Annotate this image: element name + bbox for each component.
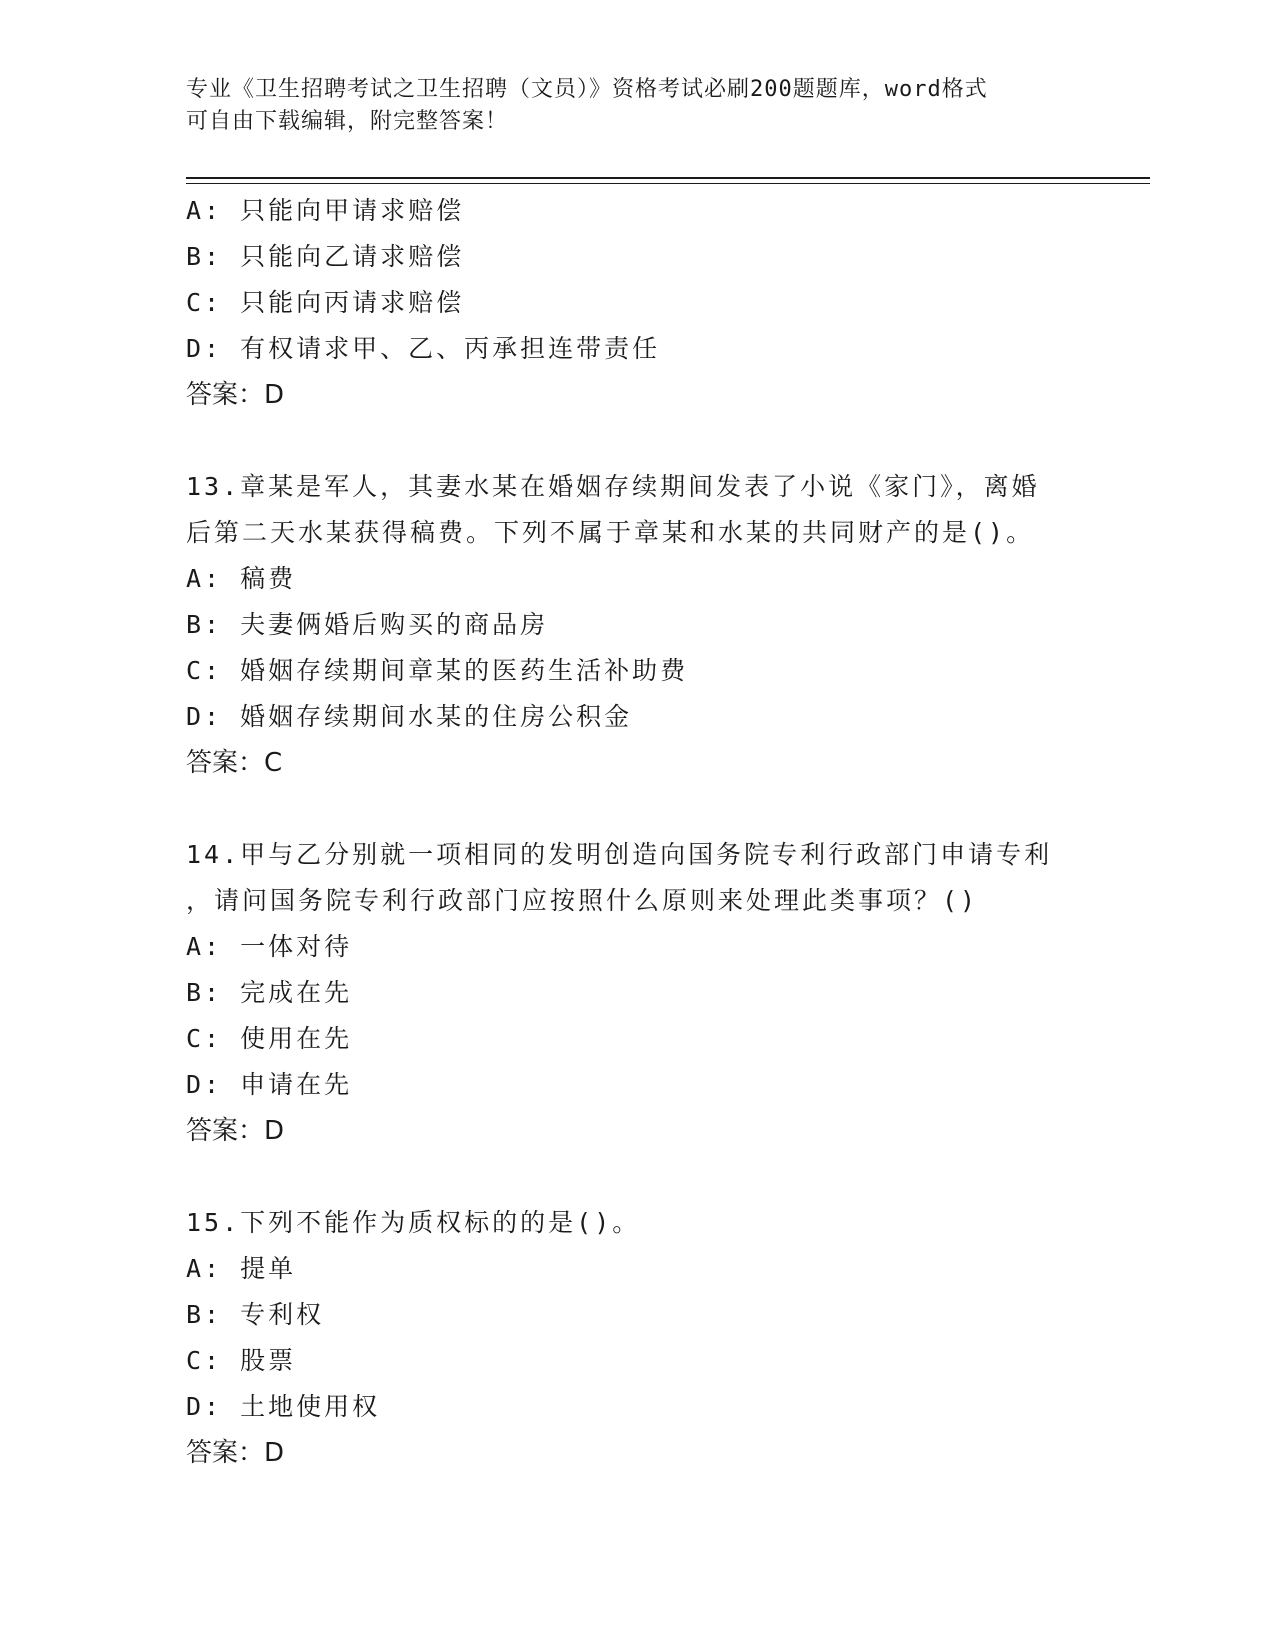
header-rule-thick bbox=[186, 177, 1150, 179]
question-stem-line-2: 后第二天水某获得稿费。下列不属于章某和水某的共同财产的是()。 bbox=[186, 518, 1035, 547]
answer-line: 答案：D bbox=[186, 380, 285, 410]
answer-line: 答案：C bbox=[186, 748, 283, 778]
question-stem-line-1: 14.甲与乙分别就一项相同的发明创造向国务院专利行政部门申请专利 bbox=[186, 840, 1053, 869]
option-a: A: 只能向甲请求赔偿 bbox=[186, 196, 465, 225]
option-b: B: 只能向乙请求赔偿 bbox=[186, 242, 465, 271]
option-a: A: 稿费 bbox=[186, 564, 297, 593]
question-15 bbox=[186, 1200, 1086, 1476]
option-c: C: 只能向丙请求赔偿 bbox=[186, 288, 465, 317]
previous-question-block bbox=[186, 188, 1086, 418]
option-c: C: 使用在先 bbox=[186, 1024, 353, 1053]
option-c: C: 婚姻存续期间章某的医药生活补助费 bbox=[186, 656, 689, 685]
question-stem-line-2: ，请问国务院专利行政部门应按照什么原则来处理此类事项？() bbox=[186, 886, 979, 915]
option-b: B: 夫妻俩婚后购买的商品房 bbox=[186, 610, 549, 639]
header-line-2: 可自由下载编辑，附完整答案！ bbox=[186, 109, 509, 134]
option-a: A: 一体对待 bbox=[186, 932, 353, 961]
option-d: D: 土地使用权 bbox=[186, 1392, 381, 1421]
question-stem-line-1: 15.下列不能作为质权标的的是()。 bbox=[186, 1208, 641, 1237]
question-14 bbox=[186, 832, 1086, 1154]
answer-line: 答案：D bbox=[186, 1438, 285, 1468]
option-d: D: 有权请求甲、乙、丙承担连带责任 bbox=[186, 334, 661, 363]
answer-line: 答案：D bbox=[186, 1116, 285, 1146]
header-rule-thin bbox=[186, 183, 1150, 184]
option-d: D: 婚姻存续期间水某的住房公积金 bbox=[186, 702, 633, 731]
question-stem-line-1: 13.章某是军人，其妻水某在婚姻存续期间发表了小说《家门》，离婚 bbox=[186, 472, 1040, 501]
document-header bbox=[186, 74, 1066, 138]
question-13 bbox=[186, 464, 1086, 786]
option-b: B: 完成在先 bbox=[186, 978, 353, 1007]
option-b: B: 专利权 bbox=[186, 1300, 325, 1329]
option-a: A: 提单 bbox=[186, 1254, 297, 1283]
option-c: C: 股票 bbox=[186, 1346, 297, 1375]
option-d: D: 申请在先 bbox=[186, 1070, 353, 1099]
header-line-1: 专业《卫生招聘考试之卫生招聘（文员）》资格考试必刷200题题库，word格式 bbox=[186, 77, 988, 102]
question-list bbox=[186, 188, 1086, 1476]
